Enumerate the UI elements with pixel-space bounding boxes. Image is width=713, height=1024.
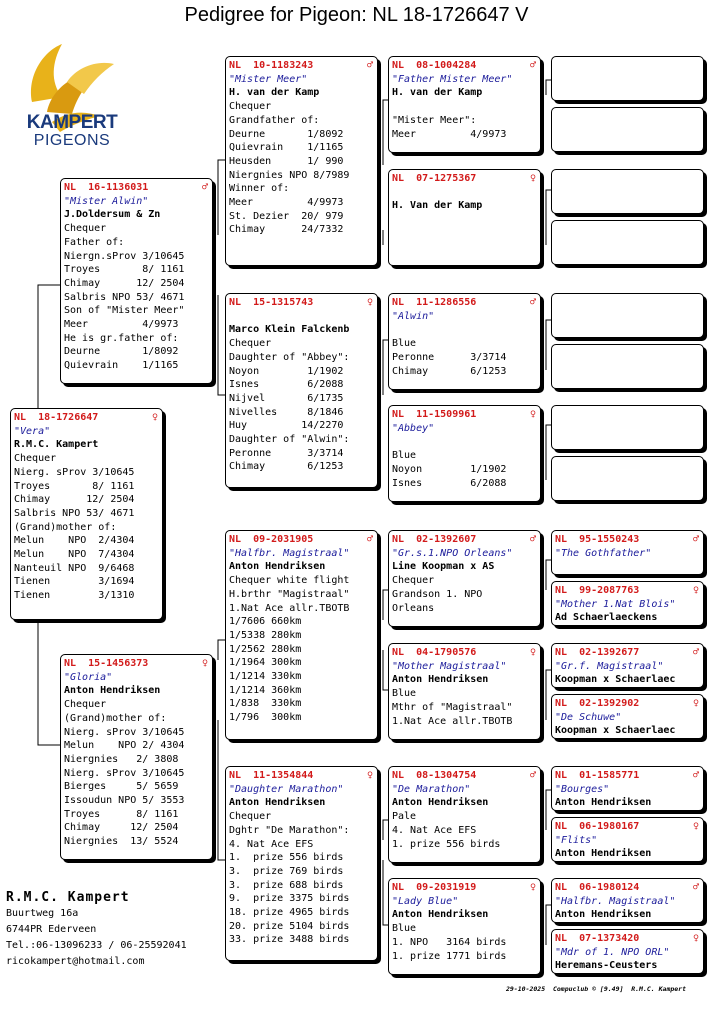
card-line: Anton Hendriksen [555, 797, 652, 809]
ring-number: NL 02-1392607 ♂ [392, 534, 536, 545]
owner-name: R.M.C. Kampert [6, 890, 130, 905]
ring-number: NL 09-2031919 ♀ [392, 882, 536, 893]
ring-number: NL 02-1392677 ♂ [555, 647, 699, 658]
card-line: 1/5338 280km [229, 629, 302, 641]
card-line: Blue [392, 450, 417, 462]
card-line: Son of "Mister Meer" [64, 305, 185, 317]
pigeon-name [392, 186, 537, 200]
pigeon-name: "Mdr of 1. NPO ORL" [555, 946, 670, 958]
card-line: Nivelles 8/1846 [229, 406, 344, 418]
card-line: Melun NPO 7/4304 [14, 549, 135, 561]
card-line: Salbris NPO 53/ 4671 [14, 507, 135, 519]
card-line: He is gr.father of: [64, 332, 179, 344]
logo-text: KAMPERT [26, 112, 118, 133]
ring-number: NL 09-2031905 ♂ [229, 534, 373, 545]
card-mff[interactable] [388, 530, 541, 627]
card-line [392, 323, 537, 337]
card-line: Chequer [229, 101, 272, 113]
female-icon: ♀ [529, 173, 536, 184]
card-line: Koopman x Schaerlaec [555, 725, 676, 737]
card-line: Anton Hendriksen [229, 797, 326, 809]
card-line: Grandson 1. NPO [392, 588, 483, 600]
card-line: Noyon 1/1902 [392, 463, 507, 475]
card-line: Peronne 3/3714 [392, 351, 507, 363]
card-line: Melun NPO 2/4304 [14, 535, 135, 547]
card-line: Dghtr "De Marathon": [229, 824, 350, 836]
card-g1[interactable] [551, 530, 704, 575]
female-icon: ♀ [692, 698, 699, 709]
ring-number: NL 08-1004284 ♂ [392, 60, 536, 71]
card-ffm[interactable] [388, 169, 541, 266]
card-g4[interactable] [551, 694, 704, 739]
card-line: Blue [392, 923, 417, 935]
card-line: Tienen 3/1310 [14, 590, 135, 602]
card-line: 1.Nat Ace allr.TBOTB [392, 715, 513, 727]
female-icon: ♀ [529, 882, 536, 893]
card-empty[interactable] [551, 169, 704, 214]
ring-number: NL 06-1980124 ♂ [555, 882, 699, 893]
card-line: Chequer [64, 223, 107, 235]
card-ff[interactable] [225, 56, 378, 266]
card-line: H. van der Kamp [392, 87, 483, 99]
pigeon-name: "Mister Meer" [229, 73, 308, 85]
card-line: 1. prize 556 birds [392, 838, 501, 850]
pigeon-name: "Alwin" [392, 310, 435, 322]
card-line: Meer 4/9973 [64, 319, 179, 331]
card-line: Chequer [64, 699, 107, 711]
pigeon-name: "Gr.f. Magistraal" [555, 660, 664, 672]
card-fmf[interactable] [388, 293, 541, 390]
card-line: Chequer [229, 811, 272, 823]
male-icon: ♂ [692, 647, 699, 658]
footer-text: 29-10-2025 Compuclub © [9.49] R.M.C. Kampert [506, 985, 687, 993]
card-line: R.M.C. Kampert [14, 439, 99, 451]
card-line: Koopman x Schaerlaec [555, 674, 676, 686]
ring-number: NL 06-1980167 ♀ [555, 821, 699, 832]
pigeon-name [229, 310, 374, 324]
card-line: Ad Schaerlaeckens [555, 612, 658, 624]
male-icon: ♂ [366, 534, 373, 545]
card-line: Niergnies NPO 8/7989 [229, 169, 350, 181]
card-sire[interactable] [60, 178, 213, 384]
card-line: Tienen 3/1694 [14, 576, 135, 588]
ring-number: NL 18-1726647 ♀ [14, 412, 158, 423]
card-fff[interactable] [388, 56, 541, 153]
female-icon: ♀ [201, 658, 208, 669]
card-line: Heusden 1/ 990 [229, 155, 344, 167]
card-line: (Grand)mother of: [14, 521, 117, 533]
card-line: Salbris NPO 53/ 4671 [64, 291, 185, 303]
female-icon: ♀ [529, 647, 536, 658]
pigeon-name: "De Marathon" [392, 783, 471, 795]
ring-number: NL 02-1392902 ♀ [555, 698, 699, 709]
male-icon: ♂ [366, 60, 373, 71]
pigeon-name: "Halfbr. Magistraal" [229, 547, 350, 559]
card-line: Nierg. sProv 3/10645 [14, 466, 135, 478]
card-line: Chimay 24/7332 [229, 224, 344, 236]
card-line: 1. prize 1771 birds [392, 950, 507, 962]
male-icon: ♂ [692, 882, 699, 893]
card-line: Anton Hendriksen [392, 674, 489, 686]
card-line: 1/796 300km [229, 712, 302, 724]
pigeon-name: "The Gothfather" [555, 547, 652, 559]
card-line: Line Koopman x AS [392, 561, 495, 573]
card-line: Chimay 12/ 2504 [64, 277, 185, 289]
card-empty[interactable] [551, 456, 704, 501]
card-line: 1.Nat Ace allr.TBOTB [229, 602, 350, 614]
ring-number: NL 10-1183243 ♂ [229, 60, 373, 71]
card-fm[interactable] [225, 293, 378, 488]
pigeon-name: "Gloria" [64, 671, 113, 683]
card-g3[interactable] [551, 643, 704, 688]
ring-number: NL 07-1275367 ♀ [392, 173, 536, 184]
card-line: 4. Nat Ace EFS [392, 824, 477, 836]
card-mmf[interactable] [388, 766, 541, 863]
card-line: 18. prize 4965 birds [229, 907, 350, 919]
ring-number: NL 16-1136031 ♂ [64, 182, 208, 193]
card-line: Anton Hendriksen [64, 685, 161, 697]
card-line: H. van der Kamp [229, 87, 320, 99]
card-mm[interactable] [225, 766, 378, 961]
card-line: Marco Klein Falckenb [229, 324, 350, 336]
card-line: Nierg. sProv 3/10645 [64, 767, 185, 779]
female-icon: ♀ [366, 770, 373, 781]
card-line: Huy 14/2270 [229, 420, 344, 432]
card-line: Anton Hendriksen [229, 561, 326, 573]
card-line: Deurne 1/8092 [64, 346, 179, 358]
card-line: Troyes 8/ 1161 [14, 480, 135, 492]
card-line: Winner of: [229, 183, 290, 195]
card-line: H.brthr "Magistraal" [229, 588, 350, 600]
card-line: Anton Hendriksen [555, 848, 652, 860]
card-line: Niergnies 13/ 5524 [64, 836, 179, 848]
card-g6[interactable] [551, 817, 704, 862]
card-line: Niergnies 2/ 3808 [64, 753, 179, 765]
card-line: 1/1214 330km [229, 671, 302, 683]
card-mmm[interactable] [388, 878, 541, 975]
card-line: Grandfather of: [229, 114, 320, 126]
card-line: Quievrain 1/1165 [64, 360, 179, 372]
card-line: Daughter of "Abbey": [229, 351, 350, 363]
card-line: Isnes 6/2088 [392, 477, 507, 489]
pigeon-name: "De Schuwe" [555, 711, 622, 723]
card-line: (Grand)mother of: [64, 712, 167, 724]
male-icon: ♂ [529, 534, 536, 545]
ring-number: NL 95-1550243 ♂ [555, 534, 699, 545]
card-line: 1/2562 280km [229, 643, 302, 655]
pigeon-name: "Daughter Marathon" [229, 783, 344, 795]
card-main[interactable] [10, 408, 163, 620]
ring-number: NL 99-2087763 ♀ [555, 585, 699, 596]
owner-line: 6744PR Ederveen [6, 924, 97, 935]
card-line: J.Doldersum & Zn [64, 209, 161, 221]
female-icon: ♀ [366, 297, 373, 308]
card-line: "Mister Meer": [392, 114, 477, 126]
page-title: Pedigree for Pigeon: NL 18-1726647 V [184, 4, 529, 26]
pigeon-name: "Bourges" [555, 783, 610, 795]
ring-number: NL 01-1585771 ♂ [555, 770, 699, 781]
card-g8[interactable] [551, 929, 704, 974]
male-icon: ♂ [529, 770, 536, 781]
card-line: Anton Hendriksen [555, 909, 652, 921]
card-empty[interactable] [551, 405, 704, 450]
card-line: Quievrain 1/1165 [229, 142, 344, 154]
card-line: Chimay 6/1253 [392, 365, 507, 377]
card-empty[interactable] [551, 220, 704, 265]
card-line: 9. prize 3375 birds [229, 893, 350, 905]
card-line: Nijvel 6/1735 [229, 392, 344, 404]
ring-number: NL 15-1456373 ♀ [64, 658, 208, 669]
male-icon: ♂ [692, 534, 699, 545]
pigeon-name: "Father Mister Meer" [392, 73, 513, 85]
ring-number: NL 08-1304754 ♂ [392, 770, 536, 781]
card-line: Chequer [229, 338, 272, 350]
female-icon: ♀ [692, 585, 699, 596]
card-line: Meer 4/9973 [392, 128, 507, 140]
female-icon: ♀ [692, 933, 699, 944]
card-line: Isnes 6/2088 [229, 379, 344, 391]
card-line: Chimay 6/1253 [229, 461, 344, 473]
card-line: St. Dezier 20/ 979 [229, 210, 344, 222]
male-icon: ♂ [529, 60, 536, 71]
ring-number: NL 11-1354844 ♀ [229, 770, 373, 781]
pigeon-name: "Lady Blue" [392, 895, 459, 907]
card-fmm[interactable] [388, 405, 541, 502]
ring-number: NL 11-1509961 ♀ [392, 409, 536, 420]
pigeon-name: "Mister Alwin" [64, 195, 149, 207]
card-line: 1/1964 300km [229, 657, 302, 669]
card-line: 1/1214 360km [229, 684, 302, 696]
ring-number: NL 04-1790576 ♀ [392, 647, 536, 658]
card-line: Chimay 12/ 2504 [64, 822, 179, 834]
logo-subtext: PIGEONS [33, 132, 111, 149]
card-line: Niergn.sProv 3/10645 [64, 250, 185, 262]
female-icon: ♀ [151, 412, 158, 423]
card-empty[interactable] [551, 56, 704, 101]
card-line: 1. prize 556 birds [229, 852, 344, 864]
card-g7[interactable] [551, 878, 704, 923]
card-line: Anton Hendriksen [392, 909, 489, 921]
card-line: Pale [392, 811, 417, 823]
female-icon: ♀ [529, 409, 536, 420]
owner-block [6, 890, 187, 970]
card-line: Heremans-Ceusters [555, 960, 658, 972]
card-line: Bierges 5/ 5659 [64, 781, 179, 793]
card-line: Mthr of "Magistraal" [392, 701, 513, 713]
card-line: Meer 4/9973 [229, 197, 344, 209]
card-line: Chequer [14, 453, 57, 465]
card-line: 33. prize 3488 birds [229, 934, 350, 946]
card-dam[interactable] [60, 654, 213, 860]
card-line: Troyes 8/ 1161 [64, 808, 179, 820]
card-line: Chequer [392, 575, 435, 587]
card-line: Blue [392, 688, 417, 700]
pigeon-name: "Halfbr. Magistraal" [555, 895, 676, 907]
pigeon-name: "Mother Magistraal" [392, 660, 507, 672]
card-line [392, 100, 537, 114]
card-line: Nierg. sProv 3/10645 [64, 726, 185, 738]
card-line: Orleans [392, 602, 435, 614]
card-mf[interactable] [225, 530, 378, 740]
male-icon: ♂ [692, 770, 699, 781]
pigeon-name: "Mother 1.Nat Blois" [555, 598, 676, 610]
card-line: Anton Hendriksen [392, 797, 489, 809]
card-line: Father of: [64, 236, 125, 248]
card-g2[interactable] [551, 581, 704, 626]
card-line: Issoudun NPO 5/ 3553 [64, 795, 185, 807]
card-line: Noyon 1/1902 [229, 365, 344, 377]
female-icon: ♀ [692, 821, 699, 832]
card-line: 4. Nat Ace EFS [229, 838, 314, 850]
ring-number: NL 07-1373420 ♀ [555, 933, 699, 944]
card-line: Blue [392, 338, 417, 350]
card-line: 1/838 330km [229, 698, 302, 710]
card-line: Peronne 3/3714 [229, 447, 344, 459]
owner-email[interactable]: ricokampert@hotmail.com [6, 956, 145, 967]
card-line: H. Van der Kamp [392, 200, 483, 212]
card-line: 3. prize 688 birds [229, 879, 344, 891]
card-line: Melun NPO 2/ 4304 [64, 740, 185, 752]
card-line: Troyes 8/ 1161 [64, 264, 185, 276]
card-line: Daughter of "Alwin": [229, 434, 350, 446]
card-line: Chimay 12/ 2504 [14, 494, 135, 506]
card-empty[interactable] [551, 107, 704, 152]
card-empty[interactable] [551, 344, 704, 389]
card-line: Nanteuil NPO 9/6468 [14, 562, 135, 574]
pigeon-name: "Vera" [14, 425, 51, 437]
pigeon-name: "Gr.s.1.NPO Orleans" [392, 547, 513, 559]
card-line: 3. prize 769 birds [229, 865, 344, 877]
card-line: 1. NPO 3164 birds [392, 936, 507, 948]
male-icon: ♂ [529, 297, 536, 308]
ring-number: NL 15-1315743 ♀ [229, 297, 373, 308]
card-line: Deurne 1/8092 [229, 128, 344, 140]
card-line: Chequer white flight [229, 575, 350, 587]
card-mfm[interactable] [388, 643, 541, 740]
pigeon-name: "Flits" [555, 834, 598, 846]
card-line [392, 435, 537, 449]
owner-line: Tel.:06-13096233 / 06-25592041 [6, 940, 187, 951]
owner-line: Buurtweg 16a [6, 908, 79, 919]
ring-number: NL 11-1286556 ♂ [392, 297, 536, 308]
card-empty[interactable] [551, 293, 704, 338]
male-icon: ♂ [201, 182, 208, 193]
card-line: 1/7606 660km [229, 616, 302, 628]
card-g5[interactable] [551, 766, 704, 811]
pigeon-name: "Abbey" [392, 422, 435, 434]
card-line: 20. prize 5104 birds [229, 920, 350, 932]
